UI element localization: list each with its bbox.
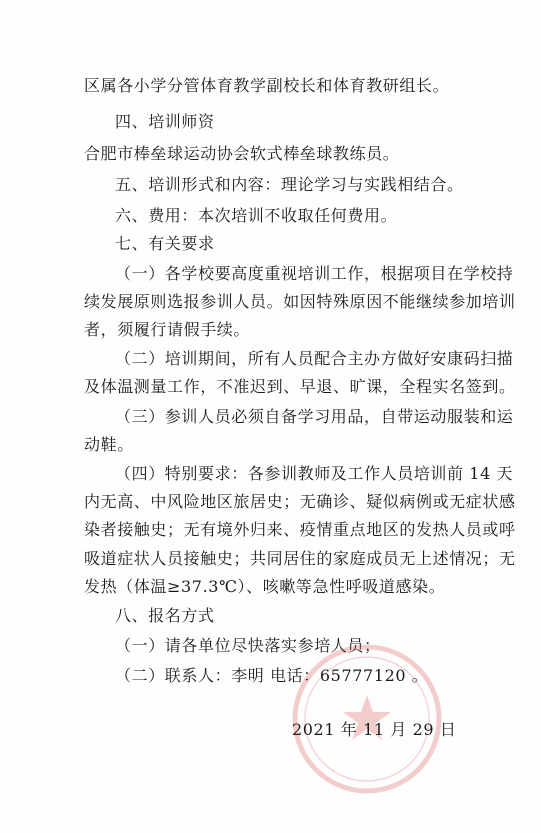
- issue-date: 2021 年 11 月 29 日: [292, 720, 457, 739]
- text-line: （二）培训期间，所有人员配合主办方做好安康码扫描: [115, 349, 514, 368]
- text-line: 动鞋。: [84, 435, 134, 454]
- text-line: 内无高、中风险地区旅居史；无确诊、疑似病例或无症状感: [84, 492, 516, 511]
- text-line: 发热（体温≥37.3℃）、咳嗽等急性呼吸道感染。: [84, 577, 446, 596]
- text-line: （一）各学校要高度重视培训工作，根据项目在学校持: [115, 264, 514, 283]
- text-line: 区属各小学分管体育教学副校长和体育教研组长。: [84, 76, 450, 95]
- text-line: 合肥市棒垒球运动协会软式棒垒球教练员。: [84, 144, 400, 163]
- text-line: 染者接触史；无有境外归来、疫情重点地区的发热人员或呼: [84, 520, 516, 539]
- section-heading: 八、报名方式: [115, 606, 215, 625]
- text-line: 及体温测量工作，不准迟到、早退、旷课，全程实名签到。: [84, 377, 516, 396]
- section-heading: 六、费用：本次培训不收取任何费用。: [115, 206, 398, 225]
- text-line: （三）参训人员必须自备学习用品，自带运动服装和运: [115, 407, 514, 426]
- official-seal-icon: [288, 640, 446, 798]
- text-line: （四）特别要求：各参训教师及工作人员培训前 14 天: [115, 464, 514, 483]
- section-heading: 四、培训师资: [115, 112, 215, 131]
- contact-line: （二）联系人：李明 电话：65777120 。: [115, 666, 429, 685]
- section-heading: 五、培训形式和内容：理论学习与实践相结合。: [115, 175, 464, 194]
- text-line: 续发展原则选报参训人员。如因特殊原因不能继续参加培训: [84, 292, 516, 311]
- text-line: 吸道症状人员接触史；共同居住的家庭成员无上述情况；无: [84, 549, 516, 568]
- section-heading: 七、有关要求: [115, 234, 215, 253]
- text-line: 者，须履行请假手续。: [84, 320, 251, 339]
- text-line: （一）请各单位尽快落实参培人员；: [115, 636, 381, 655]
